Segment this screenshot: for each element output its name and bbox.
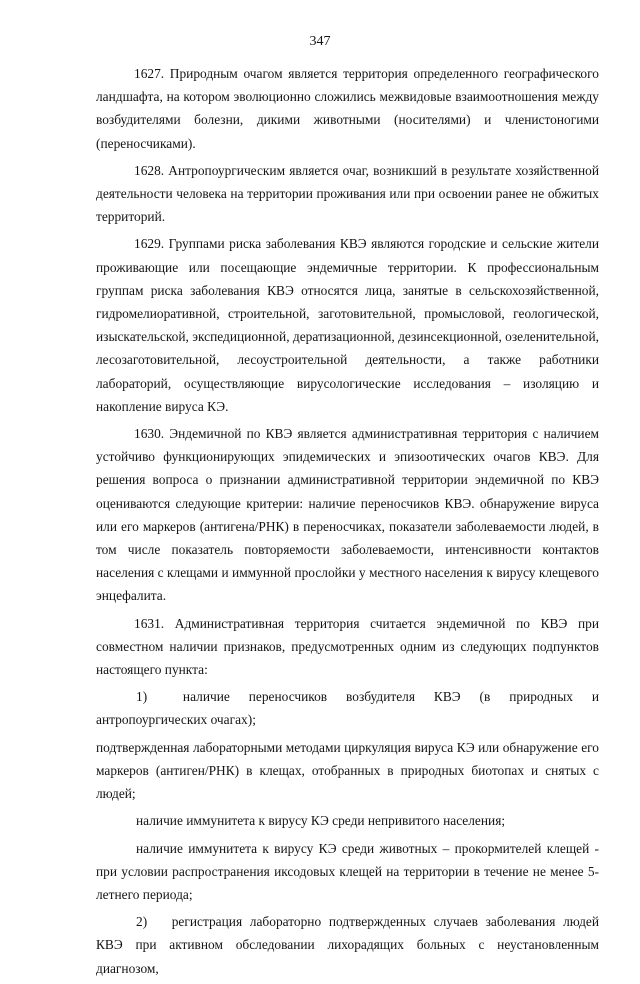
paragraph-1631: 1631. Административная территория считается эндемичной по КВЭ при совместном наличии признаков, предусмотренных одним из следующих подпунктов настоящего пункта: [96,615,599,678]
subitem-immunity-population [96,809,599,832]
subitem-circulation [96,736,599,806]
subitem-number: 1) [136,689,148,705]
subitem-text: подтвержденная лабораторными методами циркуляция вируса КЭ или обнаружение его маркеров (антиген/РНК) в клещах, отобранных в природных биотопах и снятых с людей; [96,739,599,802]
subitem-text: наличие иммунитета к вирусу КЭ среди непривитого населения; [136,813,506,829]
subitem-number: 2) [136,914,148,930]
subitem-text: наличие переносчиков возбудителя КВЭ (в природных и антропоургических очагах); [96,689,599,728]
subitem-text: наличие иммунитета к вирусу КЭ среди животных – прокормителей клещей - при условии распространения иксодовых клещей на территории в течение не менее 5-летнего периода; [96,840,599,902]
document-body [96,62,599,984]
paragraph-1630: 1630. Эндемичной по КВЭ является административная территория с наличием устойчиво функционирующих эпидемических и эпизоотических очагов КВЭ. Для решения вопроса о признании административной территории эндемичной по КВЭ оцениваются следующие критерии: наличие переносчиков КВЭ. обнаружение вируса или его маркеров (антигена/РНК) в переносчиках, показатели заболеваемости людей, в том числе показатель повторяемости заболеваемости, интенсивности контактов населения с клещами и иммунной прослойки у местного населения к вирусу клещевого энцефалита. [96,426,599,604]
paragraph-1628: 1628. Антропоургическим является очаг, возникший в результате хозяйственной деятельности человека на территории проживания или при освоении ранее не обжитых территорий. [96,162,599,225]
subitem-2 [96,910,599,980]
subitem-immunity-animals [96,837,599,907]
paragraph-1629: 1629. Группами риска заболевания КВЭ являются городские и сельские жители проживающие или посещающие эндемичные территории. К профессиональным группам риска заболевания КВЭ относятся лица, занятые в сельскохозяйственной, гидромелиоративной, строительной, заготовительной, промысловой, геологической, изыскательской, экспедиционной, дератизационной, дезинсекционной, озеленительной, лесозаготовительной, лесоустроительной деятельности, а также работники лабораторий, осуществляющие вирусологические исследования – изоляцию и накопление вируса КЭ. [96,236,599,414]
page-number: 347 [309,34,331,49]
subitem-1 [96,685,599,731]
subitem-text: регистрация лабораторно подтвержденных случаев заболевания людей КВЭ при активном обследовании лихорадящих больных с неустановленным диагнозом, [96,914,599,976]
paragraph-1627: 1627. Природным очагом является территория определенного географического ландшафта, на котором эволюционно сложились межвидовые взаимоотношения между возбудителями болезни, дикими животными (носителями) и членистоногими (переносчиками). [96,66,599,151]
